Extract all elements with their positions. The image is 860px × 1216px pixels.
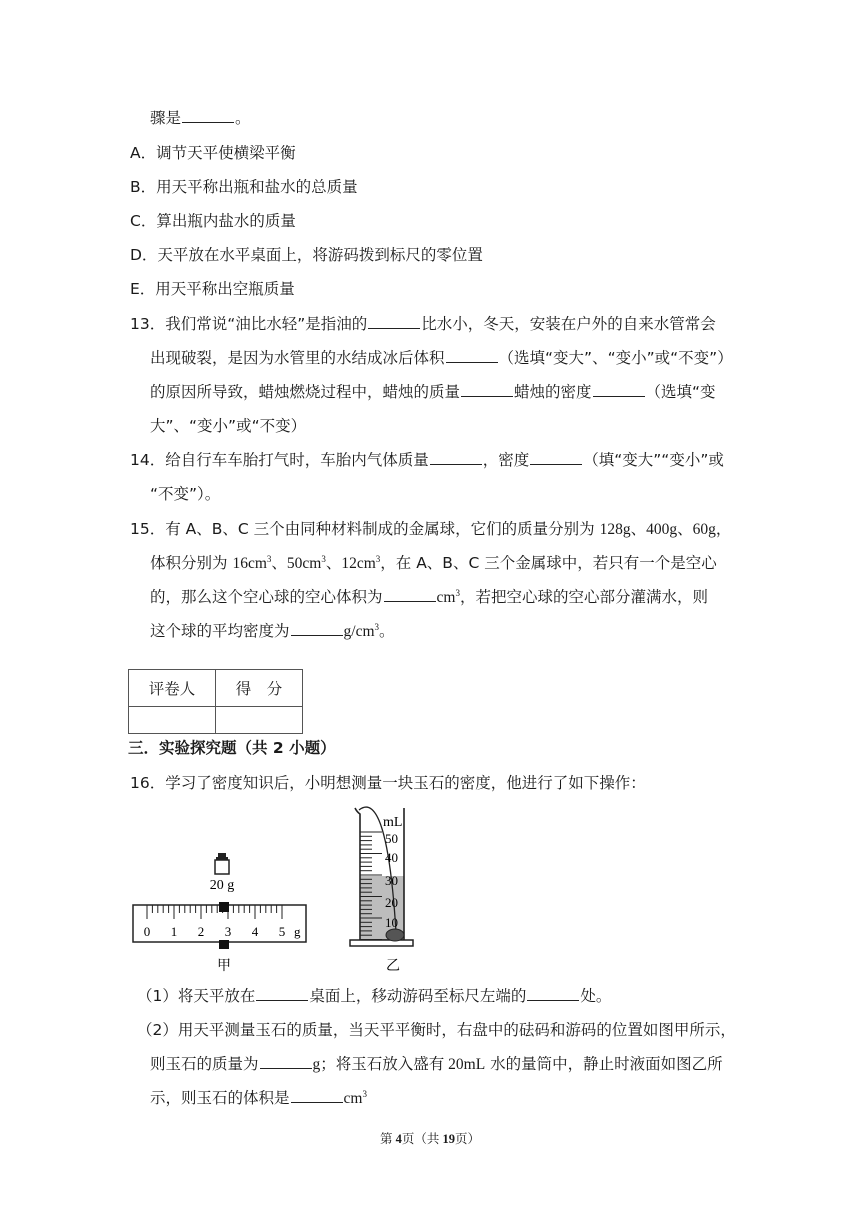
question-15-line-1: 15．有 A、B、C 三个由同种材料制成的金属球，它们的质量分别为 128g、400g、60g， bbox=[130, 520, 732, 538]
page-number: 4 bbox=[395, 1132, 402, 1146]
answer-blank bbox=[291, 1087, 343, 1103]
answer-blank bbox=[260, 1053, 312, 1069]
question-15-line-4: 这个球的平均密度为 $g/cm^3$。 bbox=[150, 621, 395, 640]
answer-blank bbox=[291, 620, 343, 636]
cylinder-base bbox=[350, 940, 413, 946]
answer-blank bbox=[530, 449, 582, 465]
question-13-line-2: 出现破裂，是因为水管里的水结成冰后体积 （选填“变大”、“变小”或“不变”） bbox=[150, 349, 733, 367]
figure-caption-jia: 甲 bbox=[217, 958, 231, 974]
tick-label: 40 bbox=[385, 850, 398, 865]
tick-label: 30 bbox=[385, 873, 398, 888]
score-cell bbox=[216, 707, 303, 734]
question-16-part-2-line-1: （2）用天平测量玉石的质量，当天平平衡时，右盘中的砝码和游码的位置如图甲所示， bbox=[137, 1021, 736, 1039]
tick-label: 4 bbox=[251, 924, 259, 939]
answer-blank bbox=[430, 449, 482, 465]
ruler-unit: g bbox=[294, 924, 301, 939]
grader-header: 评卷人 bbox=[129, 670, 216, 707]
weight-icon bbox=[215, 853, 229, 874]
question-15-line-3: 的，那么这个空心球的空心体积为 $cm^3$，若把空心球的空心部分灌满水，则 bbox=[150, 587, 708, 606]
figure-jia-balance-scale bbox=[128, 845, 313, 977]
answer-blank bbox=[256, 985, 308, 1001]
option-d: D．天平放在水平桌面上，将游码拨到标尺的零位置 bbox=[130, 246, 483, 264]
grader-cell bbox=[129, 707, 216, 734]
question-13-line-3: 的原因所导致，蜡烛燃烧过程中，蜡烛的质量 蜡烛的密度 （选填“变 bbox=[150, 383, 716, 401]
score-table bbox=[128, 669, 303, 734]
answer-blank bbox=[368, 313, 420, 329]
question-13-line-1: 13．我们常说“油比水轻”是指油的 比水小，冬天，安装在户外的自来水管常会 bbox=[130, 315, 716, 333]
page-footer: 第 4页（共 19页） bbox=[379, 1132, 481, 1146]
question-16-part-1: （1）将天平放在 桌面上，移动游码至标尺左端的 处。 bbox=[137, 987, 612, 1005]
stone bbox=[386, 929, 404, 941]
answer-blank bbox=[593, 381, 645, 397]
tick-label: 2 bbox=[197, 924, 205, 939]
answer-blank bbox=[182, 107, 234, 123]
question-16-intro: 16．学习了密度知识后，小明想测量一块玉石的密度，他进行了如下操作： bbox=[130, 774, 646, 792]
tick-label: 3 bbox=[224, 924, 232, 939]
figure-caption-yi: 乙 bbox=[386, 958, 400, 974]
score-header: 得 分 bbox=[216, 670, 303, 707]
rider-top bbox=[219, 902, 229, 912]
answer-blank bbox=[384, 586, 436, 602]
page-total: 19 bbox=[442, 1132, 455, 1146]
tick-label: 0 bbox=[143, 924, 151, 939]
question-16-part-2-line-2: 则玉石的质量为 g；将玉石放入盛有 20mL 水的量筒中，静止时液面如图乙所 bbox=[150, 1055, 723, 1073]
tick-label: 1 bbox=[170, 924, 178, 939]
question-15-line-2: 体积分别为 $16cm^3$、$50cm^3$、$12cm^3$，在 A、B、C 三个金属球中，若只有一个是空心 bbox=[150, 553, 717, 572]
tick-label: 10 bbox=[385, 915, 398, 930]
tick-label: 50 bbox=[385, 831, 398, 846]
option-b: B．用天平称出瓶和盐水的总质量 bbox=[130, 178, 358, 196]
question-12-tail: 骤是 。 bbox=[150, 109, 251, 127]
question-14-line-2: “不变”）。 bbox=[150, 485, 221, 503]
section-heading: 三．实验探究题（共 2 小题） bbox=[128, 739, 336, 757]
cylinder-unit: mL bbox=[383, 815, 403, 830]
weight-label: 20 g bbox=[209, 878, 235, 893]
option-e: E．用天平称出空瓶质量 bbox=[130, 280, 295, 298]
figure-yi-graduated-cylinder bbox=[345, 800, 435, 978]
option-a: A．调节天平使横梁平衡 bbox=[130, 144, 296, 162]
question-13-line-4: 大”、“变小”或“不变） bbox=[150, 417, 307, 435]
option-c: C．算出瓶内盐水的质量 bbox=[130, 212, 296, 230]
answer-blank bbox=[446, 347, 498, 363]
tick-label: 5 bbox=[278, 924, 286, 939]
answer-blank bbox=[527, 985, 579, 1001]
rider-bottom bbox=[219, 940, 229, 949]
tick-label: 20 bbox=[385, 895, 398, 910]
question-14-line-1: 14．给自行车车胎打气时，车胎内气体质量 ，密度 （填“变大”“变小”或 bbox=[130, 451, 724, 469]
question-16-part-2-line-3: 示，则玉石的体积是 $cm^3$ bbox=[150, 1088, 367, 1107]
answer-blank bbox=[461, 381, 513, 397]
